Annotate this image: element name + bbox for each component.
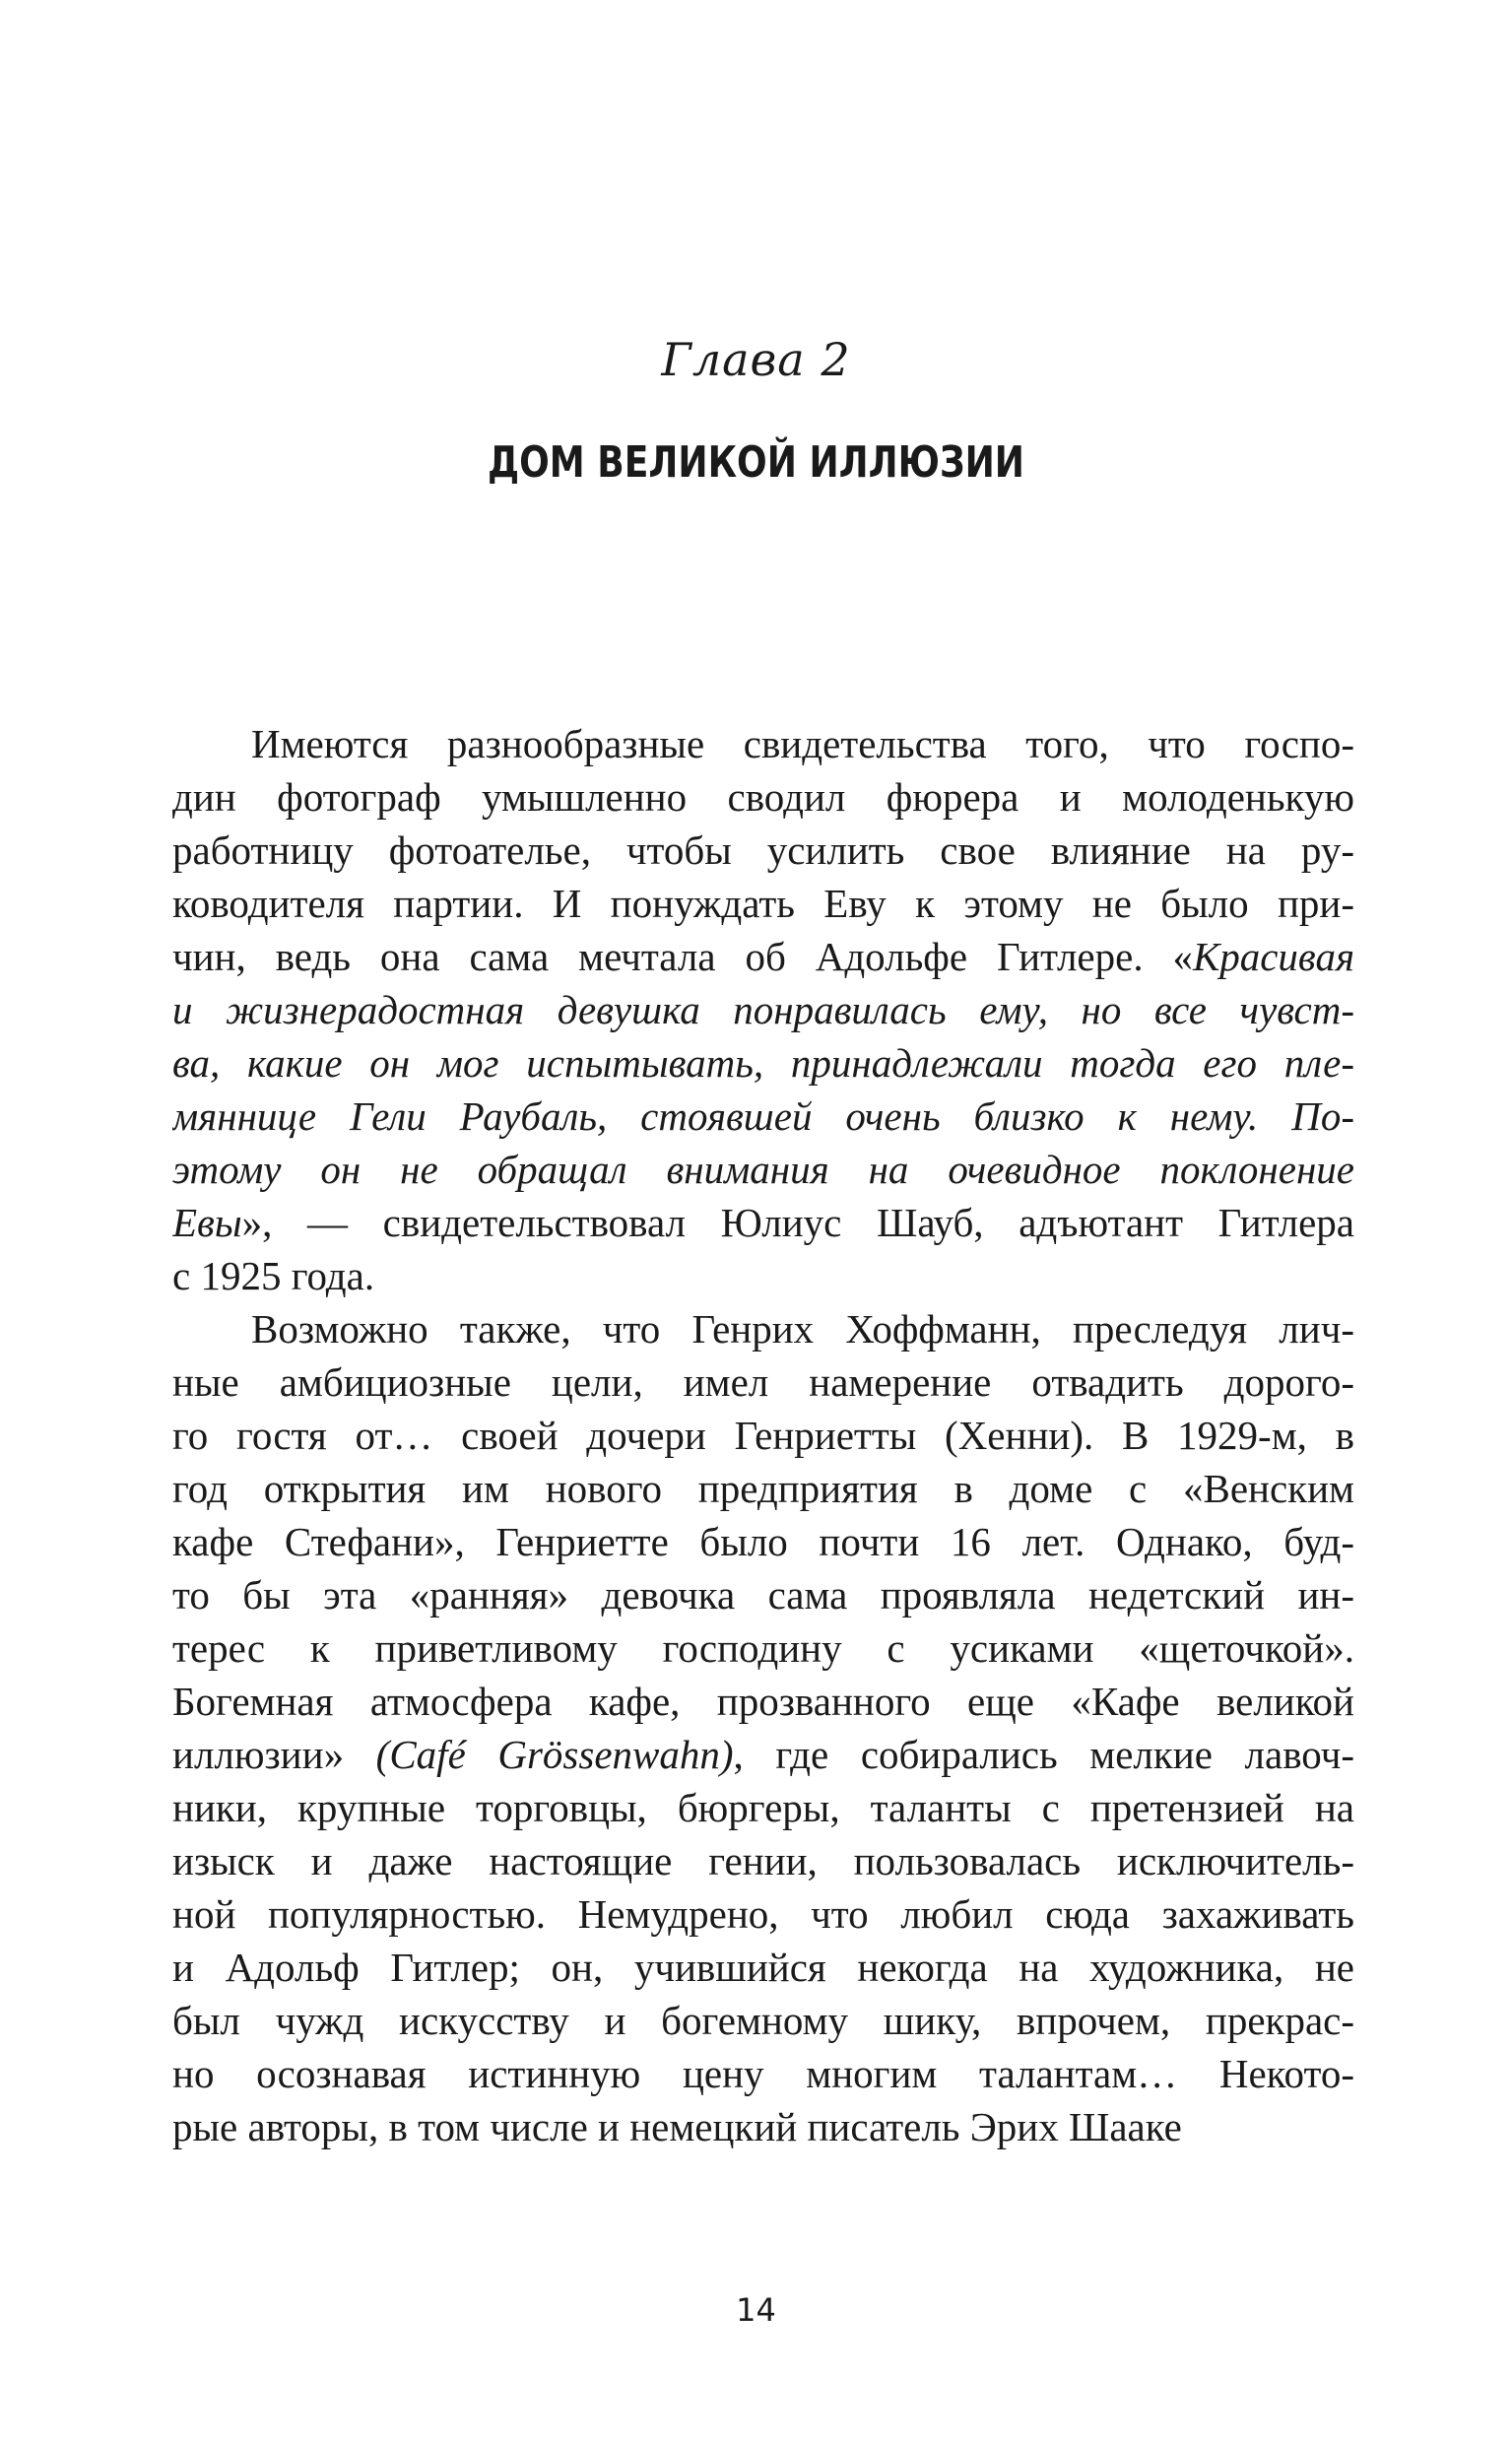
text-line [172,1036,1354,1089]
text-line [172,1462,1354,1515]
text-line [172,1728,1354,1781]
text-line [172,1409,1354,1462]
italic-run: ва, какие он мог испытывать, принадлежали тогда его пле- [172,1040,1354,1086]
text-line [172,2100,1354,2153]
text-line [172,930,1354,983]
text-line [172,1249,1354,1302]
text-run: го гостя от… своей дочери Генриетты (Хенни). В 1929-м, в [172,1413,1354,1458]
text-run: ники, крупные торговцы, бюргеры, таланты с претензией на [172,1785,1354,1830]
text-run: кафе Стефани», Генриетте было почти 16 лет. Однако, буд- [172,1519,1354,1564]
text-run: ководителя партии. И понуждать Еву к этому не было при- [172,881,1354,926]
text-line [172,1781,1354,1834]
text-run: и Адольф Гитлер; он, учившийся некогда на художника, не [172,1945,1354,1990]
text-run: но осознавая истинную цену многим талантам… Некото- [172,2051,1354,2096]
italic-run: Красивая [1193,934,1354,979]
text-run: чин, ведь она сама мечтала об Адольфе Гитлере. « [172,934,1193,979]
text-line [172,1568,1354,1621]
text-run: работницу фотоателье, чтобы усилить свое влияние на ру- [172,827,1354,873]
italic-run: Евы [172,1200,242,1245]
italic-run: (Café Grössenwahn) [375,1732,734,1777]
text-run: изыск и даже настоящие гении, пользовалась исключитель- [172,1838,1354,1883]
text-run: год открытия им нового предприятия в доме с «Венским [172,1466,1354,1511]
text-run: , где собирались мелкие лавоч- [733,1732,1354,1777]
text-line [172,1994,1354,2047]
text-run: ной популярностью. Немудрено, что любил сюда захаживать [172,1891,1354,1937]
text-run: то бы эта «ранняя» девочка сама проявляла недетский ин- [172,1572,1354,1618]
text-line [172,1834,1354,1887]
text-line [172,770,1354,824]
text-run: с 1925 года. [172,1253,375,1298]
text-line [172,1302,1354,1355]
chapter-title: ДОМ ВЕЛИКОЙ ИЛЛЮЗИИ [487,437,1024,488]
text-run: иллюзии» [172,1732,376,1777]
text-line [172,877,1354,930]
text-run: Богемная атмосфера кафе, прозванного еще «Кафе великой [172,1679,1354,1724]
body-text [172,717,1354,2153]
text-line [172,824,1354,877]
text-run: », — свидетельствовал Юлиус Шауб, адъютант Гитлера [241,1200,1354,1245]
text-run: был чужд искусству и богемному шику, впрочем, прекрас- [172,1998,1354,2043]
text-line [172,1515,1354,1568]
italic-run: этому он не обращал внимания на очевидное поклонение [172,1147,1354,1192]
paragraph [172,717,1354,1302]
text-line [172,983,1354,1036]
italic-run: и жизнерадостная девушка понравилась ему, но все чувст- [172,987,1354,1032]
italic-run: мяннице Гели Раубаль, стоявшей очень близко к нему. По- [172,1093,1354,1139]
paragraph [172,1302,1354,2153]
text-line [172,1196,1354,1249]
text-line [172,717,1354,770]
page-number: 14 [736,2291,776,2329]
text-run: ные амбициозные цели, имел намерение отвадить дорого- [172,1359,1354,1405]
text-line [172,1887,1354,1941]
text-line [172,1941,1354,1994]
text-line [172,1621,1354,1675]
text-line [172,1143,1354,1196]
text-run: дин фотограф умышленно сводил фюрера и молоденькую [172,774,1354,820]
text-line [172,1089,1354,1143]
text-run: терес к приветливому господину с усиками «щеточкой». [172,1625,1354,1671]
chapter-label: Глава 2 [661,333,851,386]
text-run: рые авторы, в том числе и немецкий писатель Эрих Шааке [172,2104,1182,2149]
text-run: Имеются разнообразные свидетельства того, что госпо- [251,721,1354,766]
text-run: Возможно также, что Генрих Хоффманн, преследуя лич- [251,1306,1354,1352]
text-line [172,2047,1354,2100]
text-line [172,1675,1354,1728]
text-line [172,1355,1354,1409]
